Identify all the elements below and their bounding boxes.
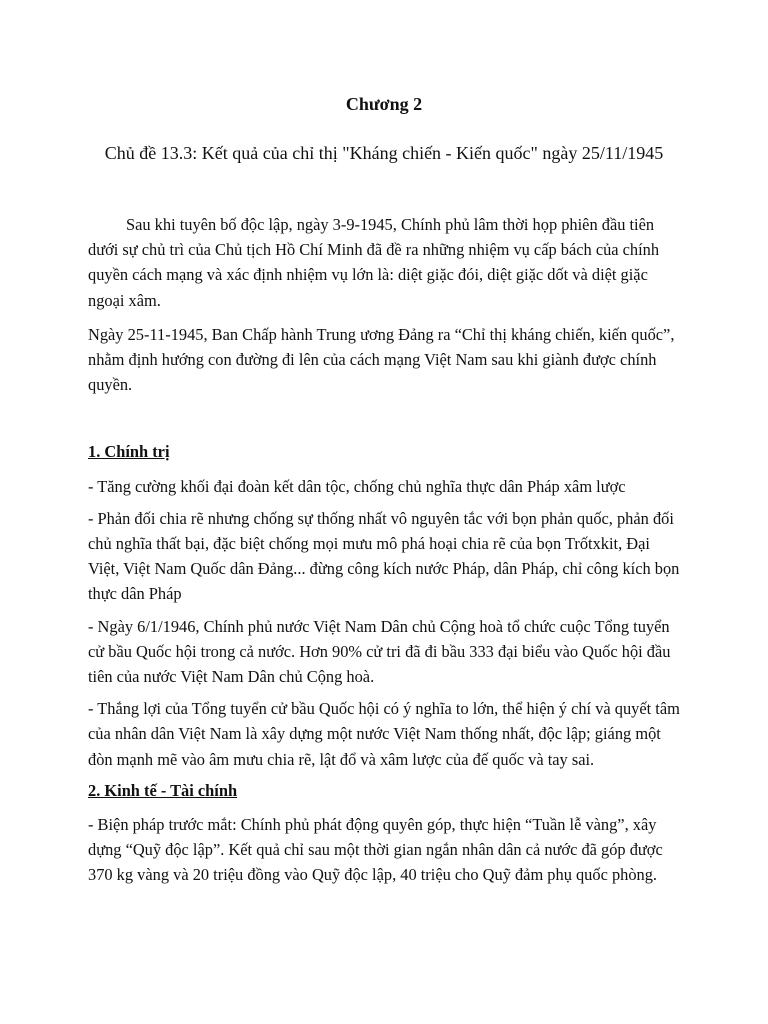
intro-paragraph: Ngày 25-11-1945, Ban Chấp hành Trung ương Đảng ra “Chỉ thị kháng chiến, kiến quốc”, nhằm định hướng con đường đi lên của cách mạng Việt Nam sau khi giành được chính quyền.	[88, 324, 675, 395]
document-body	[88, 212, 682, 888]
list-item: - Phản đối chia rẽ nhưng chống sự thống nhất vô nguyên tắc với bọn phản quốc, phản đối chủ nghĩa thất bại, đặc biệt chống mọi mưu mô phá hoại chia rẽ của bọn Trốtxkit, Đại Việt, Việt Nam Quốc dân Đảng... đừng công kích nước Pháp, dân Pháp, chỉ công kích bọn thực dân Pháp	[88, 508, 680, 604]
list-item: - Ngày 6/1/1946, Chính phủ nước Việt Nam Dân chủ Cộng hoà tổ chức cuộc Tổng tuyển cử bầu Quốc hội trong cả nước. Hơn 90% cử tri đã đi bầu 333 đại biểu vào Quốc hội đầu tiên của nước Việt Nam Dân chủ Cộng hoà.	[88, 616, 671, 687]
list-item: - Thắng lợi của Tổng tuyển cử bầu Quốc hội có ý nghĩa to lớn, thể hiện ý chí và quyết tâm của nhân dân Việt Nam là xây dựng một nước Việt Nam thống nhất, độc lập; giáng một đòn mạnh mẽ vào âm mưu chia rẽ, lật đổ và xâm lược của đế quốc và tay sai.	[88, 699, 680, 769]
section-heading-economy: 2. Kinh tế - Tài chính	[88, 780, 238, 800]
list-item: - Tăng cường khối đại đoàn kết dân tộc, chống chủ nghĩa thực dân Pháp xâm lược	[88, 476, 626, 496]
chapter-title: Chương 2	[345, 94, 423, 114]
section-heading-politics: 1. Chính trị	[88, 442, 170, 462]
topic-title: Chủ đề 13.3: Kết quả của chỉ thị "Kháng chiến - Kiến quốc" ngày 25/11/1945	[104, 143, 664, 163]
list-item: - Biện pháp trước mắt: Chính phủ phát động quyên góp, thực hiện “Tuần lễ vàng”, xây dựng “Quỹ độc lập”. Kết quả chỉ sau một thời gian ngắn nhân dân cả nước đã góp được 370 kg vàng và 20 triệu đồng vào Quỹ độc lập, 40 triệu cho Quỹ đảm phụ quốc phòng.	[88, 815, 663, 885]
intro-paragraph: Sau khi tuyên bố độc lập, ngày 3-9-1945, Chính phủ lâm thời họp phiên đầu tiên dưới sự chủ trì của Chủ tịch Hồ Chí Minh đã đề ra những nhiệm vụ cấp bách của chính quyền cách mạng và xác định nhiệm vụ lớn là: diệt giặc đói, diệt giặc dốt và diệt giặc ngoại xâm.	[88, 215, 660, 310]
